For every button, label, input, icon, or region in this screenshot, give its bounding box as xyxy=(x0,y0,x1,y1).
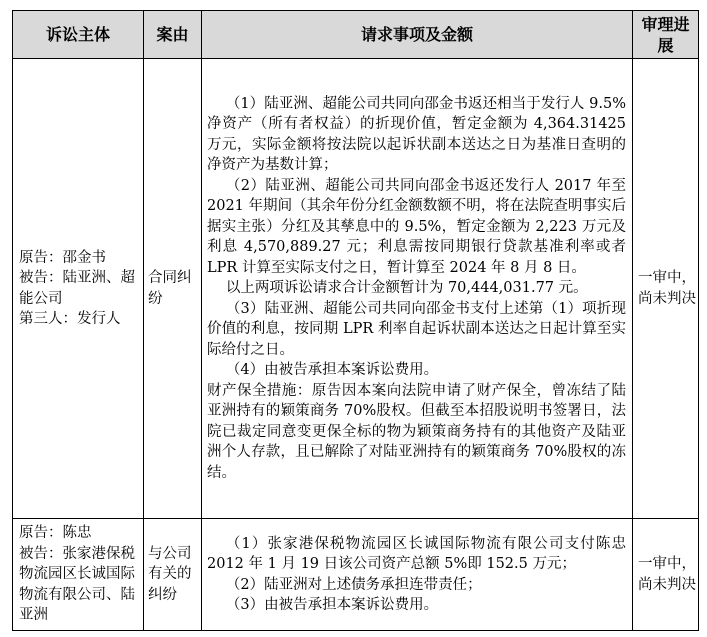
status-cell: 一审中，尚未判决 xyxy=(633,59,699,519)
claim-total: 以上两项诉讼请求合计金额暂计为 70,444,031.77 元。 xyxy=(225,280,588,297)
defendant: 被告：陆亚洲、超能公司 xyxy=(19,270,135,307)
table-row xyxy=(13,59,699,519)
header-party: 诉讼主体 xyxy=(13,11,144,59)
claim-item: （1）张家港保税物流园区长诚国际物流有限公司支付陈忠 2012 年 1 月 19 日该公司资产总额 5%即 152.5 万元； xyxy=(207,535,626,572)
case-cause-cell: 与公司有关的纠纷 xyxy=(144,519,202,631)
party-cell xyxy=(13,59,144,519)
claims-cell xyxy=(202,519,633,631)
claim-item: （2）陆亚洲对上述债务承担连带责任； xyxy=(225,576,482,593)
table-header-row xyxy=(13,11,699,59)
table-row xyxy=(13,519,699,631)
defendant: 被告：张家港保税物流园区长诚国际物流有限公司、陆亚洲 xyxy=(19,545,135,624)
claim-item: （3）由被告承担本案诉讼费用。 xyxy=(225,597,439,613)
status-cell: 一审中，尚未判决 xyxy=(633,519,699,631)
header-claims: 请求事项及金额 xyxy=(202,11,633,59)
header-status: 审理进展 xyxy=(633,11,699,59)
claims-cell xyxy=(202,59,633,519)
claim-item: （4）由被告承担本案诉讼费用。 xyxy=(225,362,439,379)
plaintiff: 原告：陈忠 xyxy=(19,525,92,542)
third-party: 第三人：发行人 xyxy=(19,311,121,327)
claim-item: （1）陆亚洲、超能公司共同向邵金书返还相当于发行人 9.5%净资产（所有者权益）的折现价值，暂定金额为 4,364.31425 万元，实际金额将按法院以起诉状副本送达之日为基准日查明的净资产为基数计算； xyxy=(207,95,626,174)
plaintiff: 原告：邵金书 xyxy=(19,249,106,266)
party-cell xyxy=(13,519,144,631)
case-cause-cell: 合同纠纷 xyxy=(144,59,202,519)
preservation-measures: 财产保全措施：原告因本案向法院申请了财产保全，曾冻结了陆亚洲持有的颖策商务 70%股权。但截至本招股说明书签署日，法院已裁定同意变更保全标的物为颖策商务持有的其他资产及陆亚洲个人存款，且已解除了对陆亚洲持有的颖策商务 70%股权的冻结。 xyxy=(207,382,626,481)
litigation-table xyxy=(12,10,699,631)
header-case: 案由 xyxy=(144,11,202,59)
claim-item: （2）陆亚洲、超能公司共同向邵金书返还发行人 2017 年至 2021 年期间（其余年份分红金额数额不明，将在法院查明事实后据实主张）分红及其孳息中的 9.5%，暂定金额为 2,223 万元及利息 4,570,889.27 元；利息需按同期银行贷款基准利率或者 LPR 计算至实际支付之日，暂计算至 2024 年 8 月 8 日。 xyxy=(207,177,626,276)
claim-item: （3）陆亚洲、超能公司共同向邵金书支付上述第（1）项折现价值的利息，按同期 LPR 利率自起诉状副本送达之日起计算至实际给付之日。 xyxy=(207,300,626,358)
